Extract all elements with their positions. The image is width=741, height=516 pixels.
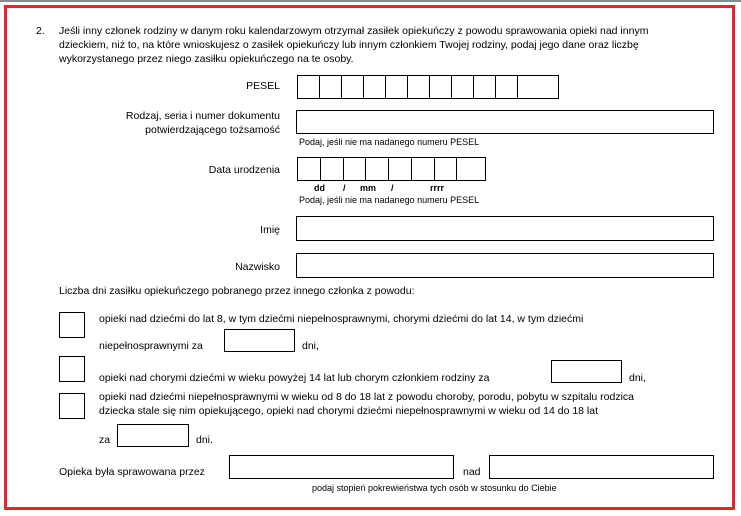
date-format-dd: dd — [314, 183, 325, 193]
intro-line-3: wykorzystanego przez niego zasiłku opiekuńczego na te osoby. — [59, 53, 354, 65]
option-1-checkbox[interactable] — [59, 312, 85, 338]
pesel-digit[interactable] — [430, 76, 452, 98]
pesel-digit[interactable] — [364, 76, 386, 98]
birthdate-digit[interactable] — [457, 158, 485, 180]
date-format-mm: mm — [360, 183, 377, 193]
first-name-input[interactable] — [296, 216, 714, 241]
pesel-label: PESEL — [246, 80, 280, 92]
document-label-line-1: Rodzaj, seria i numer dokumentu — [125, 110, 280, 122]
date-format-separator: / — [343, 183, 346, 193]
option-2-text: opieki nad chorymi dziećmi w wieku powyżej 14 lat lub chorym członkiem rodziny za — [99, 372, 490, 384]
top-rule — [0, 0, 741, 2]
pesel-digit[interactable] — [518, 76, 556, 98]
intro-line-2: dzieckiem, niż to, na które wnioskujesz o zasiłek opiekuńczy lub innym członkiem Twojej rodziny, podaj jego dane oraz liczbę — [59, 39, 639, 51]
birthdate-label: Data urodzenia — [208, 164, 280, 176]
intro-line-1: Jeśli inny członek rodziny w danym roku kalendarzowym otrzymał zasiłek opiekuńczy z powodu sprawowania opieki nad innym — [59, 25, 649, 37]
pesel-digit[interactable] — [408, 76, 430, 98]
pesel-digit[interactable] — [386, 76, 408, 98]
care-giver-relation-input[interactable] — [229, 455, 454, 479]
birthdate-hint: Podaj, jeśli nie ma nadanego numeru PESEL — [299, 195, 480, 205]
pesel-digit[interactable] — [474, 76, 496, 98]
option-3-line-1: opieki nad dziećmi niepełnosprawnymi w wieku od 8 do 18 lat z powodu choroby, porodu, pobytu w szpitalu rodzica — [99, 391, 635, 403]
option-3-days-input[interactable] — [117, 424, 189, 447]
birthdate-digit[interactable] — [435, 158, 458, 180]
date-format-yyyy: rrrr — [430, 183, 445, 193]
care-label: Opieka była sprawowana przez — [59, 466, 205, 478]
first-name-label: Imię — [260, 224, 280, 236]
option-1-prefix: niepełnosprawnymi za — [99, 340, 203, 352]
option-1-suffix: dni, — [302, 340, 319, 352]
birthdate-digit[interactable] — [321, 158, 344, 180]
birthdate-digit[interactable] — [412, 158, 435, 180]
option-2-days-input[interactable] — [551, 360, 622, 383]
birthdate-digit[interactable] — [366, 158, 389, 180]
option-2-suffix: dni, — [629, 372, 646, 384]
last-name-label: Nazwisko — [235, 261, 280, 273]
pesel-input[interactable] — [297, 75, 559, 99]
pesel-digit[interactable] — [496, 76, 518, 98]
pesel-digit[interactable] — [298, 76, 320, 98]
pesel-digit[interactable] — [452, 76, 474, 98]
care-hint: podaj stopień pokrewieństwa tych osób w stosunku do Ciebie — [312, 483, 557, 493]
option-3-prefix: za — [99, 434, 111, 446]
document-label-line-2: potwierdzającego tożsamość — [145, 124, 280, 136]
document-hint: Podaj, jeśli nie ma nadanego numeru PESEL — [299, 137, 480, 147]
option-3-suffix: dni. — [196, 434, 213, 446]
care-receiver-relation-input[interactable] — [489, 455, 714, 479]
birthdate-digit[interactable] — [344, 158, 367, 180]
option-1-days-input[interactable] — [224, 329, 295, 352]
section-number: 2. — [36, 25, 45, 37]
care-middle-label: nad — [463, 466, 481, 478]
birthdate-digit[interactable] — [298, 158, 321, 180]
option-2-checkbox[interactable] — [59, 356, 85, 382]
option-1-text: opieki nad dziećmi do lat 8, w tym dziećmi niepełnosprawnymi, chorymi dziećmi do lat 14, w tym dziećmi — [99, 313, 584, 325]
pesel-digit[interactable] — [320, 76, 342, 98]
days-heading: Liczba dni zasiłku opiekuńczego pobranego przez innego członka z powodu: — [59, 285, 415, 297]
option-3-line-2: dziecka stale się nim opiekującego, opieki nad chorymi dziećmi niepełnosprawnymi w wieku od 14 do 18 lat — [99, 405, 599, 417]
birthdate-input[interactable] — [297, 157, 486, 181]
pesel-digit[interactable] — [342, 76, 364, 98]
document-number-input[interactable] — [296, 110, 714, 134]
birthdate-digit[interactable] — [389, 158, 412, 180]
date-format-separator: / — [391, 183, 394, 193]
option-3-checkbox[interactable] — [59, 393, 85, 419]
last-name-input[interactable] — [296, 253, 714, 278]
